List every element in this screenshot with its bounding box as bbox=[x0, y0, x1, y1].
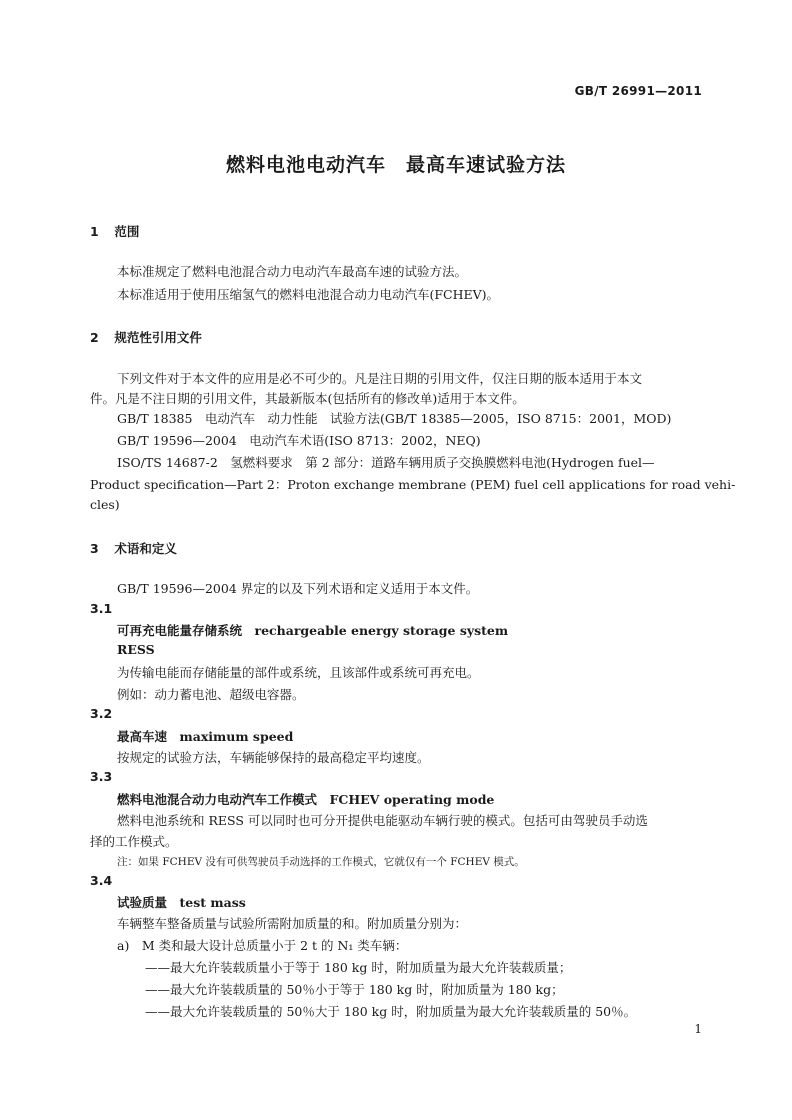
list-item: a) M 类和最大设计总质量小于 2 t 的 N₁ 类车辆： bbox=[117, 938, 408, 953]
section-number: 3 bbox=[90, 541, 99, 556]
term-abbreviation: RESS bbox=[117, 642, 155, 657]
term-definition: 车辆整车整备质量与试验所需附加质量的和。附加质量分别为： bbox=[117, 916, 468, 931]
standard-number: GB/T 26991—2011 bbox=[574, 84, 702, 98]
term-number: 3.4 bbox=[90, 873, 113, 888]
term-name: 可再充电能量存储系统 rechargeable energy storage system bbox=[117, 623, 509, 638]
term-definition: 燃料电池系统和 RESS 可以同时也可分开提供电能驱动车辆行驶的模式。包括可由驾驶员手动选 bbox=[117, 813, 648, 828]
section-title: 范围 bbox=[114, 224, 140, 239]
term-definition: 择的工作模式。 bbox=[90, 834, 178, 849]
term-definition: 为传输电能而存储能量的部件或系统，且该部件或系统可再充电。 bbox=[117, 665, 480, 680]
term-number: 3.3 bbox=[90, 769, 113, 784]
paragraph: GB/T 19596—2004 界定的以及下列术语和定义适用于本文件。 bbox=[117, 581, 479, 596]
paragraph: 本标准适用于使用压缩氢气的燃料电池混合动力电动汽车(FCHEV)。 bbox=[117, 287, 500, 302]
term-name: 试验质量 test mass bbox=[117, 895, 246, 910]
term-example: 例如：动力蓄电池、超级电容器。 bbox=[117, 687, 305, 702]
term-name: 最高车速 maximum speed bbox=[117, 729, 294, 744]
page-number: 1 bbox=[694, 1022, 702, 1036]
note: 注：如果 FCHEV 没有可供驾驶员手动选择的工作模式，它就仅有一个 FCHEV 模式。 bbox=[117, 856, 525, 868]
paragraph: 本标准规定了燃料电池混合动力电动汽车最高车速的试验方法。 bbox=[117, 264, 468, 279]
reference-item: GB/T 19596—2004 电动汽车术语(ISO 8713：2002，NEQ) bbox=[117, 433, 481, 448]
reference-item: cles) bbox=[90, 497, 120, 512]
dash-item: ——最大允许装载质量小于等于 180 kg 时，附加质量为最大允许装载质量； bbox=[145, 960, 572, 975]
term-number: 3.2 bbox=[90, 706, 113, 721]
term-name: 燃料电池混合动力电动汽车工作模式 FCHEV operating mode bbox=[117, 792, 495, 807]
section-3-heading bbox=[90, 539, 177, 557]
document-title: 燃料电池电动汽车 最高车速试验方法 bbox=[225, 154, 566, 176]
section-2-heading bbox=[90, 328, 202, 346]
term-definition: 按规定的试验方法，车辆能够保持的最高稳定平均速度。 bbox=[117, 750, 430, 765]
dash-item: ——最大允许装载质量的 50％小于等于 180 kg 时，附加质量为 180 kg； bbox=[145, 982, 564, 997]
reference-item: GB/T 18385 电动汽车 动力性能 试验方法(GB/T 18385—2005，ISO 8715：2001，MOD) bbox=[117, 411, 672, 426]
section-1-heading bbox=[90, 222, 139, 240]
section-title: 规范性引用文件 bbox=[114, 330, 202, 345]
paragraph: 下列文件对于本文件的应用是必不可少的。凡是注日期的引用文件，仅注日期的版本适用于本文 bbox=[117, 371, 643, 386]
dash-item: ——最大允许装载质量的 50％大于 180 kg 时，附加质量为最大允许装载质量的 50％。 bbox=[145, 1004, 637, 1019]
section-title: 术语和定义 bbox=[114, 541, 177, 556]
section-number: 1 bbox=[90, 224, 99, 239]
reference-item: Product specification—Part 2：Proton exchange membrane (PEM) fuel cell applications for road vehi- bbox=[90, 477, 736, 492]
reference-item: ISO/TS 14687-2 氢燃料要求 第 2 部分：道路车辆用质子交换膜燃料电池(Hydrogen fuel— bbox=[117, 455, 655, 470]
section-number: 2 bbox=[90, 330, 99, 345]
term-number: 3.1 bbox=[90, 601, 113, 616]
paragraph: 件。凡是不注日期的引用文件，其最新版本(包括所有的修改单)适用于本文件。 bbox=[90, 391, 525, 406]
